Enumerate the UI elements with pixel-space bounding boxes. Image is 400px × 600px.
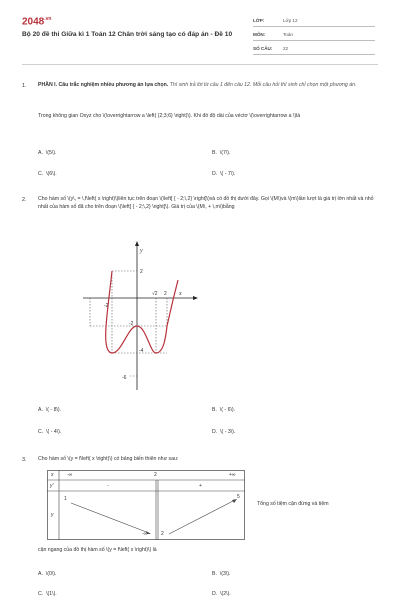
option-label: D. [212,171,218,177]
option-label: C. [38,171,44,177]
label-sqrt2: √2 [152,291,158,297]
option-label: C. [38,429,44,435]
meta-subject [253,29,375,41]
option-b[interactable] [212,407,235,413]
question-text: Cho hàm số \(y = f\left( x \right)\) có bảng biến thiên như sau: [38,456,179,462]
table-y-five: 5 [237,494,240,500]
meta-class [253,15,375,27]
meta-value: Lớp 12 [283,18,298,23]
option-d[interactable] [212,429,235,435]
x-axis-label: x [179,291,182,297]
option-c[interactable] [38,171,57,177]
label-y-neg2: -2 [129,321,134,327]
label-x-2: 2 [164,291,167,297]
header-divider [22,64,378,65]
function-curve [106,271,178,353]
section-heading [38,82,378,90]
option-text: \( - 4\). [46,429,62,435]
table-y-label: y [51,512,54,518]
y-axis-arrow [135,241,139,246]
question-number: 2. [22,197,27,203]
option-text: \(7\). [219,150,231,156]
question-text: Cho hàm số \(y\, = \,f\left( x \right)\)liên tục trên đoạn \(\left[ { - 2;\,2} \right]\)và có đồ thị dưới đây. Gọi \(M\)và \(m\)lần lượt là giá trị lớn nhất và nhỏ nhất của hàm số đã cho trên đoạn \(\left[ { - 2;\,2} \right]\). Giá trị của \(M\, + \,m\)bằng [38,196,374,210]
option-text: \(0\). [45,571,57,577]
option-text: \(5\). [45,150,57,156]
meta-value: 22 [283,46,289,51]
option-text: \( - 7\). [220,171,236,177]
label-y-neg6: -6 [122,375,127,381]
label-y-2: 2 [140,269,143,275]
option-text: \( - 8\). [45,407,62,413]
label-x-neg2: -2 [104,303,109,309]
meta-key: MÔN: [253,32,266,37]
meta-key: SỐ CÂU: [253,46,273,51]
x-axis-arrow [193,296,198,300]
question-continuation: cận ngang của đồ thị hàm số \(y = f\left( x \right)\) là [38,547,157,553]
option-label: A. [38,407,43,413]
table-y-two: 2 [161,531,164,537]
logo-suffix: .vn [44,16,52,22]
option-label: C. [38,591,44,597]
table-x-label: x [51,472,54,478]
table-sign-minus: - [107,483,109,489]
option-a[interactable] [38,571,56,577]
table-x-two: 2 [154,472,157,478]
meta-count [253,43,375,55]
option-d[interactable] [212,171,235,177]
meta-value: Toán [283,32,293,37]
option-d[interactable] [212,591,231,597]
meta-key: LỚP: [253,18,265,23]
table-sign-plus: + [199,483,202,489]
table-x-neg-inf: -∞ [67,472,73,478]
section-heading-note: Thí sinh trả lời từ câu 1 đến câu 12. Mỗi câu hỏi thí sinh chỉ chọn một phương án. [168,82,357,88]
option-c[interactable] [38,591,57,597]
option-text: \( - 6\). [219,407,236,413]
variation-table [47,470,245,540]
option-c[interactable] [38,429,61,435]
option-b[interactable] [212,150,230,156]
option-a[interactable] [38,150,56,156]
section-heading-title: PHẦN I. Câu trắc nghiệm nhiều phương án lựa chọn. [38,82,169,88]
y-axis-label: y [140,248,143,254]
option-text: \(2\). [220,591,231,597]
table-y-neg-inf: -∞ [142,531,148,537]
option-label: B. [212,150,217,156]
option-label: B. [212,571,217,577]
question-number: 1. [22,83,27,89]
option-a[interactable] [38,407,61,413]
function-graph [78,240,198,390]
variation-table-grid [47,470,245,540]
option-text: \( - 3\). [220,429,236,435]
table-yprime-label: y' [50,483,54,489]
option-text: \(3\). [219,571,231,577]
option-label: D. [212,591,218,597]
document-title: Bộ 20 đề thi Giữa kì 1 Toán 12 Chân trời sáng tạo có đáp án - Đề 10 [22,31,233,38]
option-label: B. [212,407,217,413]
question-text: Trong không gian Oxyz cho \(\overrightarrow a \left( {2;3;6} \right)\). Khi đó độ dài của véctơ \(\overrightarrow a \)là [38,113,301,119]
option-label: A. [38,571,43,577]
label-y-neg4: -4 [139,348,144,354]
question-number: 3. [22,457,27,463]
option-label: D. [212,429,218,435]
table-x-pos-inf: +∞ [229,472,236,478]
logo-text: 2048 [22,16,45,28]
option-b[interactable] [212,571,230,577]
table-y-one: 1 [64,496,67,502]
option-label: A. [38,150,43,156]
option-text: \(1\). [46,591,57,597]
site-logo[interactable] [22,16,51,27]
question-side-text: Tổng số tiệm cận đứng và tiệm [257,501,329,507]
option-text: \(6\). [46,171,57,177]
